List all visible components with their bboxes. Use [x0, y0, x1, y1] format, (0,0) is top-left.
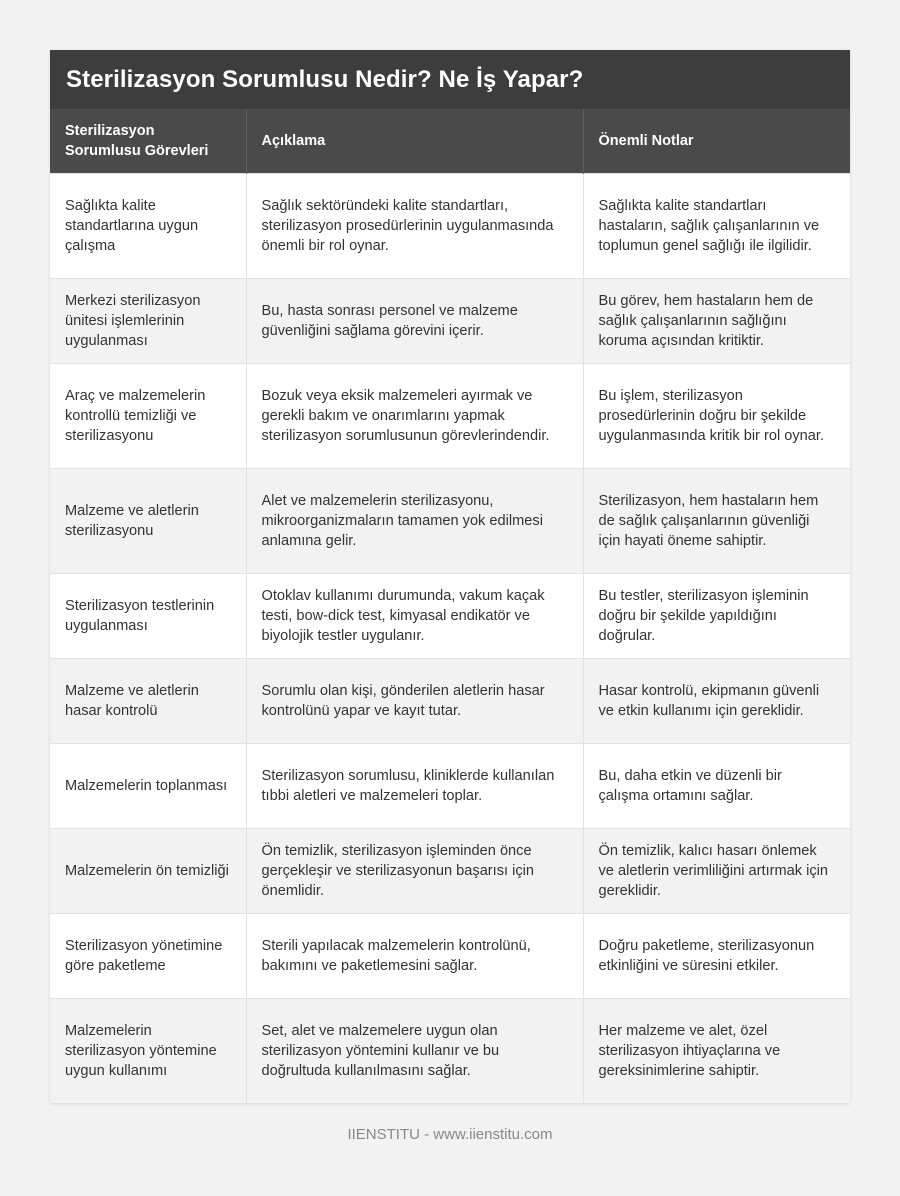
table-row: [50, 174, 850, 279]
duty-cell: Malzemelerin toplanması: [50, 744, 246, 829]
note-cell: Bu, daha etkin ve düzenli bir çalışma ortamını sağlar.: [583, 744, 850, 829]
page-title: Sterilizasyon Sorumlusu Nedir? Ne İş Yapar?: [50, 50, 850, 109]
table-header: [50, 109, 850, 174]
duty-cell: Sterilizasyon testlerinin uygulanması: [50, 574, 246, 659]
table-row: [50, 659, 850, 744]
note-cell: Sağlıkta kalite standartları hastaların, sağlık çalışanlarının ve toplumun genel sağlığı ile ilgilidir.: [583, 174, 850, 279]
description-cell: Alet ve malzemelerin sterilizasyonu, mikroorganizmaların tamamen yok edilmesi anlamına gelir.: [246, 469, 583, 574]
description-cell: Otoklav kullanımı durumunda, vakum kaçak testi, bow-dick test, kimyasal endikatör ve biyolojik testler uygulanır.: [246, 574, 583, 659]
duties-table: [50, 109, 850, 1103]
description-cell: Bozuk veya eksik malzemeleri ayırmak ve gerekli bakım ve onarımlarını yapmak sterilizasyon sorumlusunun görevlerindendir.: [246, 364, 583, 469]
duty-cell: Araç ve malzemelerin kontrollü temizliği ve sterilizasyonu: [50, 364, 246, 469]
description-cell: Sağlık sektöründeki kalite standartları, sterilizasyon prosedürlerinin uygulanmasında önemli bir rol oynar.: [246, 174, 583, 279]
note-cell: Her malzeme ve alet, özel sterilizasyon ihtiyaçlarına ve gereksinimlerine sahiptir.: [583, 999, 850, 1104]
description-cell: Bu, hasta sonrası personel ve malzeme güvenliğini sağlama görevini içerir.: [246, 279, 583, 364]
column-header-notes: Önemli Notlar: [583, 109, 850, 174]
duty-cell: Malzeme ve aletlerin sterilizasyonu: [50, 469, 246, 574]
note-cell: Sterilizasyon, hem hastaların hem de sağlık çalışanlarının güvenliği için hayati öneme sahiptir.: [583, 469, 850, 574]
content-card: [50, 50, 850, 1103]
table-row: [50, 999, 850, 1104]
table-row: [50, 574, 850, 659]
table-body: [50, 174, 850, 1104]
note-cell: Doğru paketleme, sterilizasyonun etkinliğini ve süresini etkiler.: [583, 914, 850, 999]
note-cell: Bu işlem, sterilizasyon prosedürlerinin doğru bir şekilde uygulanmasında kritik bir rol oynar.: [583, 364, 850, 469]
description-cell: Set, alet ve malzemelere uygun olan sterilizasyon yöntemini kullanır ve bu doğrultuda kullanılmasını sağlar.: [246, 999, 583, 1104]
table-row: [50, 914, 850, 999]
table-row: [50, 364, 850, 469]
header-row: [50, 109, 850, 174]
duty-cell: Sağlıkta kalite standartlarına uygun çalışma: [50, 174, 246, 279]
column-header-description: Açıklama: [246, 109, 583, 174]
duty-cell: Malzeme ve aletlerin hasar kontrolü: [50, 659, 246, 744]
table-row: [50, 469, 850, 574]
table-row: [50, 279, 850, 364]
duty-cell: Merkezi sterilizasyon ünitesi işlemlerinin uygulanması: [50, 279, 246, 364]
description-cell: Sorumlu olan kişi, gönderilen aletlerin hasar kontrolünü yapar ve kayıt tutar.: [246, 659, 583, 744]
duty-cell: Sterilizasyon yönetimine göre paketleme: [50, 914, 246, 999]
duty-cell: Malzemelerin sterilizasyon yöntemine uygun kullanımı: [50, 999, 246, 1104]
table-row: [50, 744, 850, 829]
note-cell: Bu görev, hem hastaların hem de sağlık çalışanlarının sağlığını koruma açısından kritiktir.: [583, 279, 850, 364]
description-cell: Sterili yapılacak malzemelerin kontrolünü, bakımını ve paketlemesini sağlar.: [246, 914, 583, 999]
column-header-duties: Sterilizasyon Sorumlusu Görevleri: [50, 109, 246, 174]
footer-credit: IIENSTITU - www.iienstitu.com: [347, 1126, 553, 1143]
note-cell: Hasar kontrolü, ekipmanın güvenli ve etkin kullanımı için gereklidir.: [583, 659, 850, 744]
description-cell: Sterilizasyon sorumlusu, kliniklerde kullanılan tıbbi aletleri ve malzemeleri toplar.: [246, 744, 583, 829]
duty-cell: Malzemelerin ön temizliği: [50, 829, 246, 914]
description-cell: Ön temizlik, sterilizasyon işleminden önce gerçekleşir ve sterilizasyonun başarısı için önemlidir.: [246, 829, 583, 914]
table-row: [50, 829, 850, 914]
note-cell: Bu testler, sterilizasyon işleminin doğru bir şekilde yapıldığını doğrular.: [583, 574, 850, 659]
note-cell: Ön temizlik, kalıcı hasarı önlemek ve aletlerin verimliliğini artırmak için gereklidir.: [583, 829, 850, 914]
